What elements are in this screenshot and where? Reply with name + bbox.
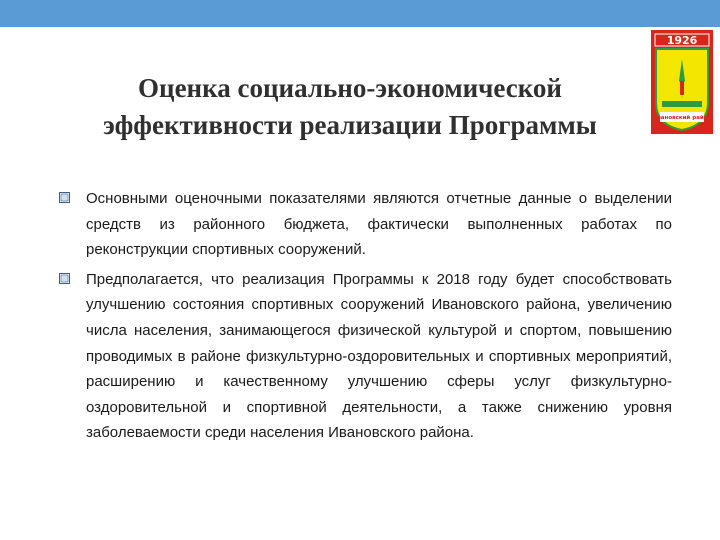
emblem-year: 1926 (666, 34, 698, 47)
bullet-text-2: Предполагается, что реализация Программы к 2018 году будет способствовать улучшению состояния спортивных сооружений Ивановского района, увеличению числа населения, занимающегося физической культурой и спортом, повышению проводимых в районе физкультурно-оздоровительных и спортивных мероприятий, расширению и качественному улучшению сферы услуг физкультурно-оздоровительной и спортивной деятельности, а также снижению уровня заболеваемости среди населения Ивановского района. (86, 270, 672, 442)
emblem-caption: Ивановский район (652, 115, 712, 121)
slide-title (70, 70, 630, 144)
coat-of-arms-icon (650, 29, 714, 135)
title-line-1: Оценка социально-экономической (138, 73, 562, 103)
bullet-text-1: Основными оценочными показателями являются отчетные данные о выделении средств из районного бюджета, фактически выполненных работах по реконструкции спортивных сооружений. (86, 190, 672, 259)
bullet-item-1 (59, 186, 672, 263)
bullet-list (59, 186, 672, 450)
bullet-item-2 (59, 267, 672, 446)
checkbox-bullet-icon (59, 192, 70, 203)
title-line-2: эффективности реализации Программы (103, 110, 597, 140)
checkbox-bullet-icon (59, 273, 70, 284)
top-accent-bar (0, 0, 720, 27)
